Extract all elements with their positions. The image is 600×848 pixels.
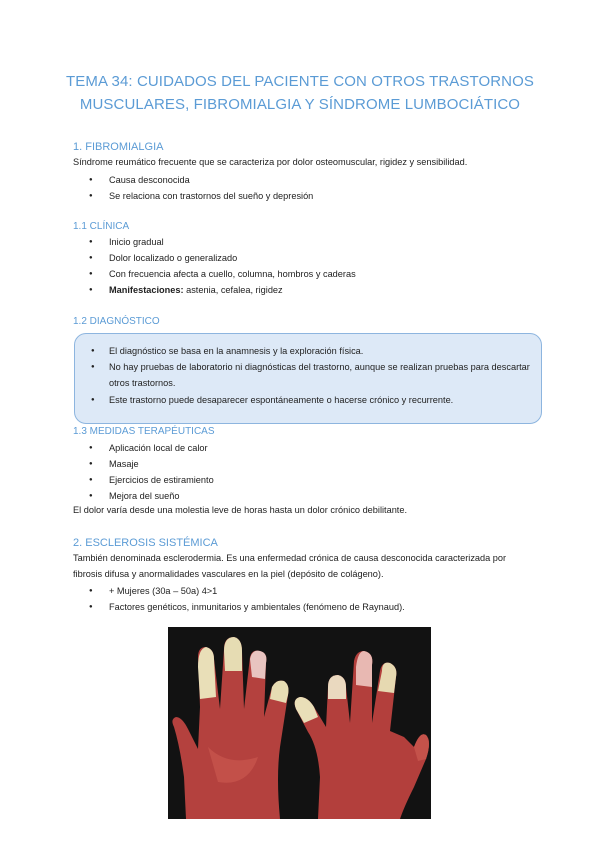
clinica-list xyxy=(73,234,533,298)
list-item: ● El diagnóstico se basa en la anamnesis y la exploración física. xyxy=(75,343,533,359)
medidas-list xyxy=(73,440,533,504)
section-heading-fibromialgia: 1. FIBROMIALGIA xyxy=(73,141,164,153)
manifestaciones-label: Manifestaciones: xyxy=(109,285,184,295)
list-item: ● Ejercicios de estiramiento xyxy=(73,472,533,488)
page-title: TEMA 34: CUIDADOS DEL PACIENTE CON OTROS TRASTORNOS MUSCULARES, FIBROMIALGIA Y SÍNDROME LUMBOCIÁTICO xyxy=(66,73,534,113)
list-item: ● Dolor localizado o generalizado xyxy=(73,250,533,266)
list-item: ● + Mujeres (30a – 50a) 4>1 xyxy=(73,583,533,599)
esclerosis-list xyxy=(73,583,533,615)
list-item: ● Con frecuencia afecta a cuello, columna, hombros y caderas xyxy=(73,266,533,282)
list-item: ● Mejora del sueño xyxy=(73,488,533,504)
list-item: ● Factores genéticos, inmunitarios y ambientales (fenómeno de Raynaud). xyxy=(73,599,533,615)
fibromialgia-list xyxy=(73,172,533,204)
diagnostico-list xyxy=(75,343,533,408)
list-item: ● Causa desconocida xyxy=(73,172,533,188)
fibromialgia-intro: Síndrome reumático frecuente que se caracteriza por dolor osteomuscular, rigidez y sensibilidad. xyxy=(73,157,468,167)
section-heading-clinica: 1.1 CLÍNICA xyxy=(73,221,130,232)
list-item: ● No hay pruebas de laboratorio ni diagnósticas del trastorno, aunque se realizan pruebas para descartar otros trastornos. xyxy=(75,359,533,391)
list-item: ● Este trastorno puede desaparecer espontáneamente o hacerse crónico y recurrente. xyxy=(75,392,533,408)
list-item: ● Se relaciona con trastornos del sueño y depresión xyxy=(73,188,533,204)
manifestaciones-text: astenia, cefalea, rigidez xyxy=(183,285,283,295)
medidas-outro: El dolor varía desde una molestia leve de horas hasta un dolor crónico debilitante. xyxy=(73,505,408,515)
section-heading-medidas-terapeuticas: 1.3 MEDIDAS TERAPÉUTICAS xyxy=(73,426,215,437)
esclerosis-intro: También denominada esclerodermia. Es una enfermedad crónica de causa desconocida caracterizada por fibrosis difusa y anormalidades vasculares en la piel (depósito de colágeno). xyxy=(73,553,507,579)
list-item: ● Masaje xyxy=(73,456,533,472)
list-item: ● Aplicación local de calor xyxy=(73,440,533,456)
list-item xyxy=(73,282,533,298)
section-heading-diagnostico: 1.2 DIAGNÓSTICO xyxy=(73,316,160,327)
hands-raynaud-photo xyxy=(168,627,431,819)
list-item: ● Inicio gradual xyxy=(73,234,533,250)
section-heading-esclerosis: 2. ESCLEROSIS SISTÉMICA xyxy=(73,537,218,549)
